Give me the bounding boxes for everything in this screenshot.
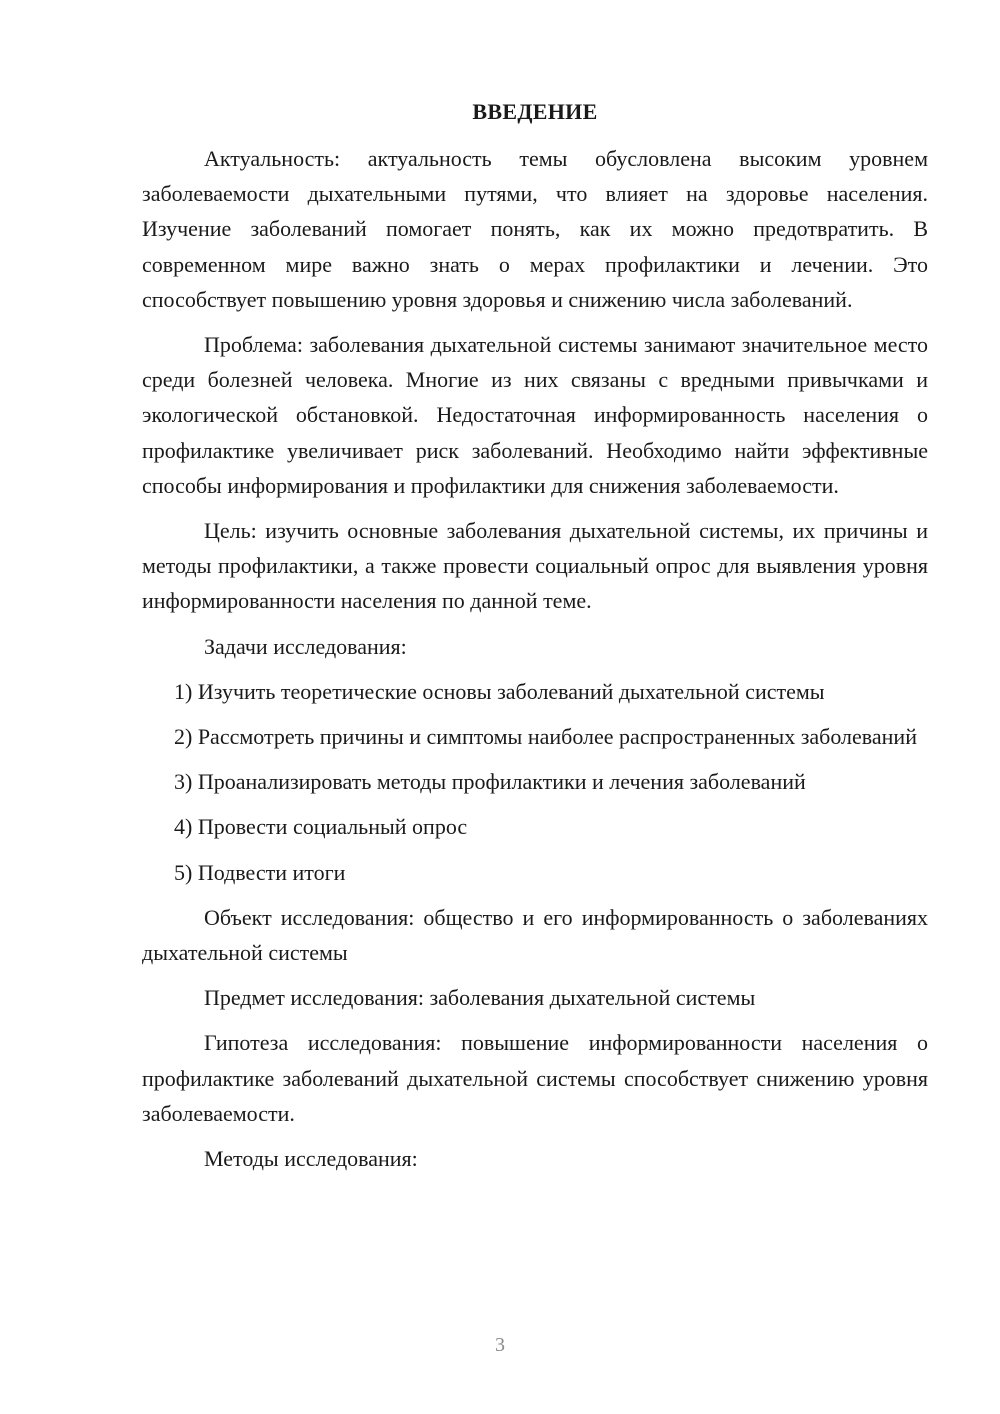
problem-paragraph: Проблема: заболевания дыхательной системы занимают значительное место среди болезней человека. Многие из них связаны с вредными привычками и экологической обстановкой. Недостаточная информированность населения о профилактике увеличивает риск заболеваний. Необходимо найти эффективные способы информирования и профилактики для снижения заболеваемости. — [142, 332, 928, 498]
subject-paragraph: Предмет исследования: заболевания дыхательной системы — [204, 985, 756, 1011]
tasks-heading: Задачи исследования: — [204, 633, 407, 659]
relevance-paragraph: Актуальность: актуальность темы обусловлена высоким уровнем заболеваемости дыхательными путями, что влияет на здоровье населения. Изучение заболеваний помогает понять, как их можно предотвратить. В современном мире важно знать о мерах профилактики и лечении. Это способствует повышению уровня здоровья и снижению числа заболеваний. — [142, 146, 928, 312]
object-paragraph: Объект исследования: общество и его информированность о заболеваниях дыхательной системы — [142, 904, 928, 966]
task-item: 1) Изучить теоретические основы заболеваний дыхательной системы — [174, 678, 825, 704]
page-number: 3 — [495, 1334, 505, 1356]
goal-paragraph: Цель: изучить основные заболевания дыхательной системы, их причины и методы профилактики, а также провести социальный опрос для выявления уровня информированности населения по данной теме. — [142, 518, 928, 614]
task-item: 4) Провести социальный опрос — [174, 814, 468, 840]
section-title: ВВЕДЕНИЕ — [472, 99, 598, 124]
task-item: 2) Рассмотреть причины и симптомы наиболее распространенных заболеваний — [174, 724, 917, 750]
hypothesis-paragraph: Гипотеза исследования: повышение информированности населения о профилактике заболеваний дыхательной системы способствует снижению уровня заболеваемости. — [142, 1030, 928, 1126]
document-page — [142, 94, 928, 1186]
methods-heading: Методы исследования: — [204, 1146, 418, 1172]
task-item: 3) Проанализировать методы профилактики и лечения заболеваний — [174, 769, 806, 795]
task-item: 5) Подвести итоги — [174, 859, 346, 885]
